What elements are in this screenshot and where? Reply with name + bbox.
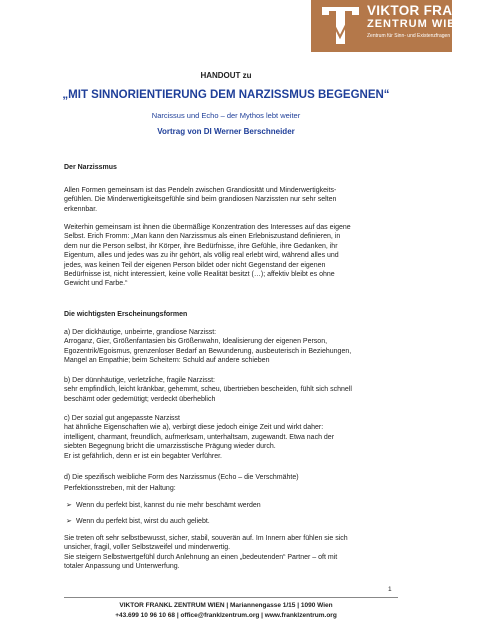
viktor-frankl-logo (311, 0, 481, 52)
paragraph-fromm-quote: Weiterhin gemeinsam ist ihnen die übermäßige Konzentration des Interesses auf das eigene Selbst. Erich Fromm: „Man kann den Narzissmus als einen Erlebniszustand definieren, in dem nur die Person selbst, ihr Körper, ihre Bedürfnisse, ihre Gefühle, ihre Gedanken, ihr Eigentum, alles und jedes was zu ihr gehört, als völlig real erlebt wird, während alles und jedes, was keinen Teil der eigenen Person bildet oder nicht Gegenstand der eigenen Bedürfnisse ist, nicht interessiert, keine volle Realität besitzt (…); affektiv bleibt es ohne Gewicht und Farbe.“ (64, 224, 351, 288)
paragraph-pendeln: Allen Formen gemeinsam ist das Pendeln zwischen Grandiosität und Minderwertigkeits- gefühlen. Die Minderwertigkeitsgefühle sind beim grandiosen Narzissten nur sehr selten erkennbar. (64, 187, 337, 213)
footer-address: VIKTOR FRANKL ZENTRUM WIEN | Mariannengasse 1/15 | 1090 Wien (119, 602, 333, 609)
section-heading-narzissmus: Der Narzissmus (64, 164, 117, 171)
logo-emblem-icon (318, 3, 363, 48)
bullet-item: ➢ Wenn du perfekt bist, kannst du nie mehr beschämt werden (66, 502, 261, 509)
logo-line-1: VIKTOR FRANKL (367, 3, 481, 18)
page-number: 1 (388, 586, 392, 593)
paragraph-selbstbewusst: Sie treten oft sehr selbstbewusst, sicher, stabil, souverän auf. Im Innern aber fühlen sie sich unsicher, fragil, voller Selbstzweifel und minderwertig. Sie steigern Selbstwertgefühl durch Anlehnung an einen „bedeutenden“ Partner – oft mit totaler Anpassung und Unterwerfung. (64, 535, 348, 571)
page-title: „MIT SINNORIENTIERUNG DEM NARZISSMUS BEGEGNEN“ (62, 89, 390, 101)
type-c-adapted: c) Der sozial gut angepasste Narzisst hat ähnliche Eigenschaften wie a), verbirgt diese jedoch einige Zeit und wirkt daher: intelligent, charmant, freundlich, aufmerksam, unterhaltsam, zugewandt. Etwa nach der siebten Begegnung bricht die urnarzisstische Prägung wieder durch. Er ist gefährlich, denn er ist ein begabter Verführer. (64, 415, 335, 460)
bullet-item: ➢ Wenn du perfekt bist, wirst du auch geliebt. (66, 518, 210, 525)
arrow-bullet-icon: ➢ (66, 518, 72, 525)
page-subtitle: Narcissus und Echo – der Mythos lebt weiter (151, 111, 301, 120)
handout-label: HANDOUT zu (200, 71, 252, 80)
type-b-fragile: b) Der dünnhäutige, verletzliche, fragile Narzisst: sehr empfindlich, leicht kränkbar, gehemmt, scheu, übertrieben bescheiden, fühlt sich schnell beschämt oder gedemütigt; verdeckt überheblich (64, 377, 352, 403)
footer-contact: +43.699 10 96 10 68 | office@franklzentrum.org | www.franklzentrum.org (115, 612, 337, 619)
footer-divider (64, 597, 398, 598)
section-heading-erscheinungsformen: Die wichtigsten Erscheinungsformen (64, 311, 188, 318)
logo-line-2: ZENTRUM WIEN (367, 18, 465, 30)
type-a-grandiose: a) Der dickhäutige, unbeirrte, grandiose Narzisst: Arroganz, Gier, Größenfantasien bis Größenwahn, Idealisierung der eigenen Person, Egozentrik/Egoismus, grenzenloser Bedarf an Bewunderung, ausbeuterisch in Beziehungen, Mangel an Empathie; beim Scheitern: Schuld auf andere schieben (64, 329, 352, 365)
arrow-bullet-icon: ➢ (66, 502, 72, 509)
type-d-female: d) Die spezifisch weibliche Form des Narzissmus (Echo – die Verschmähte) Perfektionsstreben, mit der Haltung: (64, 474, 299, 493)
talk-author: Vortrag von DI Werner Berschneider (157, 127, 295, 136)
logo-tagline: Zentrum für Sinn- und Existenzfragen (367, 33, 451, 39)
